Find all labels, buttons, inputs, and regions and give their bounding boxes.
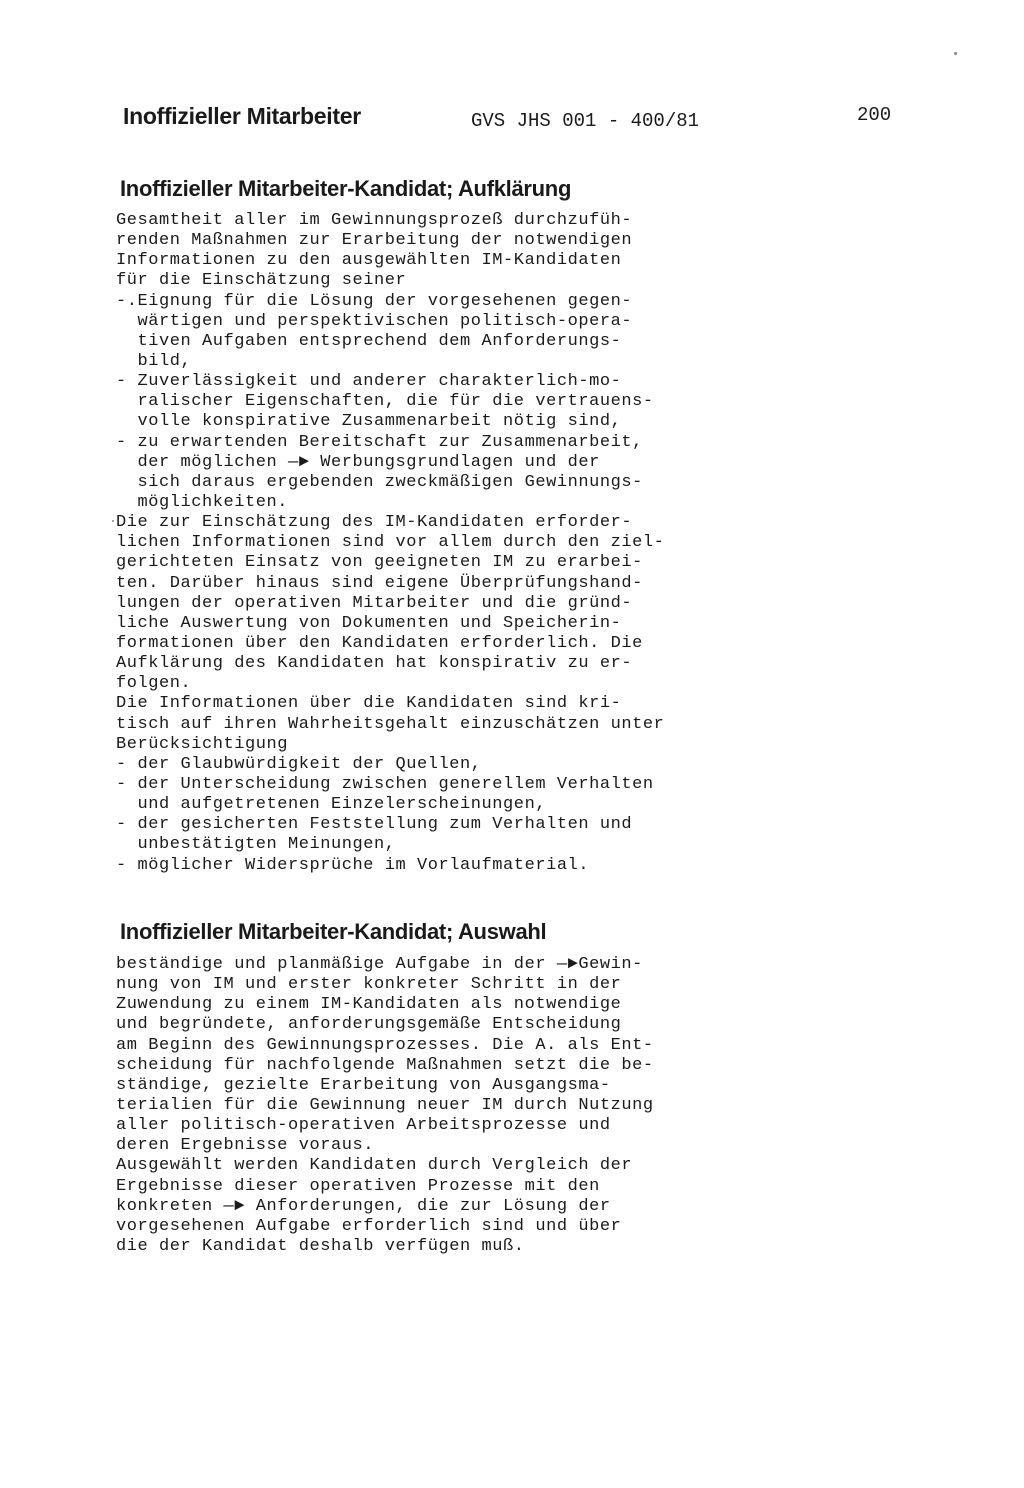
text-line: sich daraus ergebenden zweckmäßigen Gewinnungs-: [116, 472, 643, 492]
section-body-auswahl: [116, 955, 756, 1257]
section-title-auswahl: Inoffizieller Mitarbeiter-Kandidat; Auswahl: [120, 919, 547, 944]
text-line: - möglicher Widersprüche im Vorlaufmaterial.: [116, 855, 590, 875]
scan-speck: [954, 52, 957, 55]
text-line: und begründete, anforderungsgemäße Entscheidung: [116, 1015, 622, 1035]
text-line: aller politisch-operativen Arbeitsprozesse und: [116, 1116, 611, 1136]
text-line: - zu erwartenden Bereitschaft zur Zusammenarbeit,: [116, 432, 643, 452]
text-line: für die Einschätzung seiner: [116, 271, 407, 291]
page-number: 200: [857, 104, 892, 126]
text-line: Die Informationen über die Kandidaten sind kri-: [116, 694, 622, 714]
text-line: wärtigen und perspektivischen politisch-opera-: [116, 311, 633, 331]
text-line: volle konspirative Zusammenarbeit nötig sind,: [116, 412, 622, 432]
text-line: Ausgewählt werden Kandidaten durch Vergleich der: [116, 1156, 633, 1176]
text-line: vorgesehenen Aufgabe erforderlich sind und über: [116, 1216, 622, 1236]
text-line: - der Glaubwürdigkeit der Quellen,: [116, 754, 482, 774]
text-line: Ergebnisse dieser operativen Prozesse mit den: [116, 1176, 600, 1196]
text-line: und aufgetretenen Einzelerscheinungen,: [116, 795, 547, 815]
text-line: scheidung für nachfolgende Maßnahmen setzt die be-: [116, 1055, 654, 1075]
text-line: die der Kandidat deshalb verfügen muß.: [116, 1236, 525, 1256]
text-line: ralischer Eigenschaften, die für die vertrauens-: [116, 392, 654, 412]
text-line: - der Unterscheidung zwischen generellem Verhalten: [116, 774, 654, 794]
text-line: konkreten —► Anforderungen, die zur Lösung der: [116, 1196, 611, 1216]
text-line: nung von IM und erster konkreter Schritt in der: [116, 975, 622, 995]
text-line: tiven Aufgaben entsprechend dem Anforderungs-: [116, 331, 622, 351]
text-line: Informationen zu den ausgewählten IM-Kandidaten: [116, 251, 622, 271]
running-header-title: Inoffizieller Mitarbeiter: [123, 103, 361, 129]
text-line: Zuwendung zu einem IM-Kandidaten als notwendige: [116, 995, 622, 1015]
text-line: ständige, gezielte Erarbeitung von Ausgangsma-: [116, 1075, 611, 1095]
text-line: renden Maßnahmen zur Erarbeitung der notwendigen: [116, 231, 633, 251]
text-line: folgen.: [116, 674, 192, 694]
text-line: Die zur Einschätzung des IM-Kandidaten erforder-: [116, 513, 633, 533]
text-line: bild,: [116, 351, 192, 371]
document-classification-code: GVS JHS 001 - 400/81: [471, 110, 700, 132]
text-line: ten. Darüber hinaus sind eigene Überprüfungshand-: [116, 573, 643, 593]
text-line: lichen Informationen sind vor allem durch den ziel-: [116, 533, 665, 553]
text-line: deren Ergebnisse voraus.: [116, 1136, 375, 1156]
text-line: - der gesicherten Feststellung zum Verhalten und: [116, 815, 633, 835]
text-line: -.Eignung für die Lösung der vorgesehenen gegen-: [116, 291, 633, 311]
text-line: Berücksichtigung: [116, 734, 289, 754]
text-line: lungen der operativen Mitarbeiter und die gründ-: [116, 593, 633, 613]
text-line: formationen über den Kandidaten erforderlich. Die: [116, 633, 643, 653]
text-line: liche Auswertung von Dokumenten und Speicherin-: [116, 613, 622, 633]
scan-speck: [112, 520, 114, 522]
text-line: Aufklärung des Kandidaten hat konspirativ zu er-: [116, 654, 633, 674]
text-line: der möglichen —► Werbungsgrundlagen und der: [116, 452, 600, 472]
text-line: tisch auf ihren Wahrheitsgehalt einzuschätzen unter: [116, 714, 665, 734]
text-line: unbestätigten Meinungen,: [116, 835, 396, 855]
section-body-aufklaerung: [116, 211, 756, 876]
text-line: gerichteten Einsatz von geeigneten IM zu erarbei-: [116, 553, 643, 573]
text-line: am Beginn des Gewinnungsprozesses. Die A. als Ent-: [116, 1035, 654, 1055]
text-line: beständige und planmäßige Aufgabe in der —►Gewin-: [116, 955, 643, 974]
text-line: möglichkeiten.: [116, 492, 289, 512]
text-line: Gesamtheit aller im Gewinnungsprozeß durchzufüh-: [116, 211, 633, 230]
section-title-aufklaerung: Inoffizieller Mitarbeiter-Kandidat; Aufklärung: [120, 176, 572, 201]
text-line: terialien für die Gewinnung neuer IM durch Nutzung: [116, 1095, 654, 1115]
text-line: - Zuverlässigkeit und anderer charakterlich-mo-: [116, 372, 622, 392]
